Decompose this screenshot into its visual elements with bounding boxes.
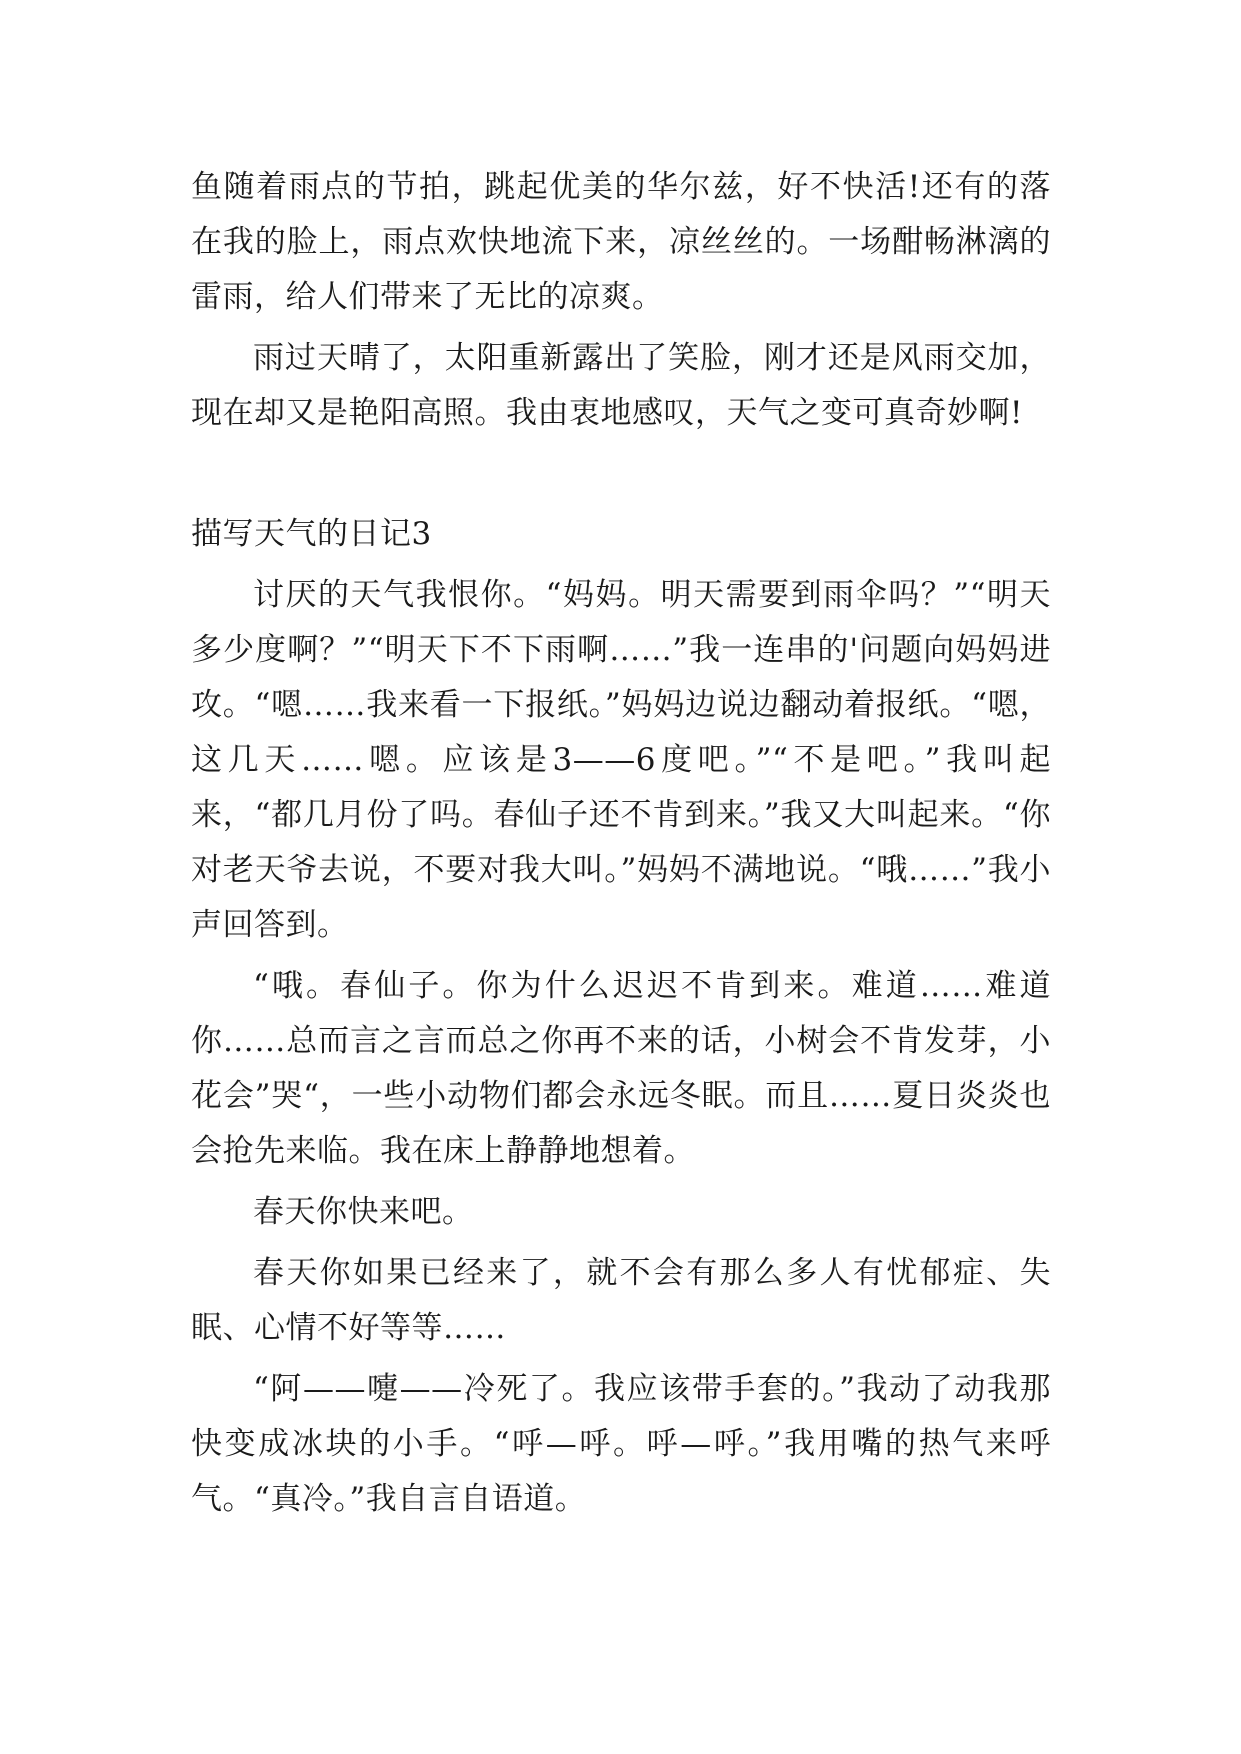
- intro-paragraph-2: 雨过天晴了，太阳重新露出了笑脸，刚才还是风雨交加，现在却又是艳阳高照。我由衷地感叹，天气之变可真奇妙啊!: [191, 340, 1051, 431]
- section-paragraph-2: “哦。春仙子。你为什么迟迟不肯到来。难道……难道你……总而言之言而总之你再不来的话，小树会不肯发芽，小花会”哭“，一些小动物们都会永远冬眠。而且……夏日炎炎也会抢先来临。我在床上静静地想着。: [191, 968, 1051, 1169]
- section-paragraph-3: 春天你快来吧。: [253, 1194, 474, 1230]
- intro-paragraph-1: 鱼随着雨点的节拍，跳起优美的华尔兹，好不快活!还有的落在我的脸上，雨点欢快地流下来，凉丝丝的。一场酣畅淋漓的雷雨，给人们带来了无比的凉爽。: [191, 169, 1051, 315]
- document-body: [191, 160, 1051, 1533]
- section-paragraph-4: 春天你如果已经来了，就不会有那么多人有忧郁症、失眠、心情不好等等……: [191, 1255, 1051, 1346]
- section-paragraph-1: 讨厌的天气我恨你。“妈妈。明天需要到雨伞吗？”“明天多少度啊？”“明天下不下雨啊……”我一连串的'问题向妈妈进攻。“嗯……我来看一下报纸。”妈妈边说边翻动着报纸。“嗯，这几天……嗯。应该是3——6度吧。”“不是吧。”我叫起来，“都几月份了吗。春仙子还不肯到来。”我又大叫起来。“你对老天爷去说，不要对我大叫。”妈妈不满地说。“哦……”我小声回答到。: [191, 577, 1051, 943]
- section-title: 描写天气的日记3: [191, 516, 432, 552]
- section-paragraph-5: “阿——嚏——冷死了。我应该带手套的。”我动了动我那快变成冰块的小手。“呼—呼。呼—呼。”我用嘴的热气来呼气。“真冷。”我自言自语道。: [191, 1371, 1051, 1517]
